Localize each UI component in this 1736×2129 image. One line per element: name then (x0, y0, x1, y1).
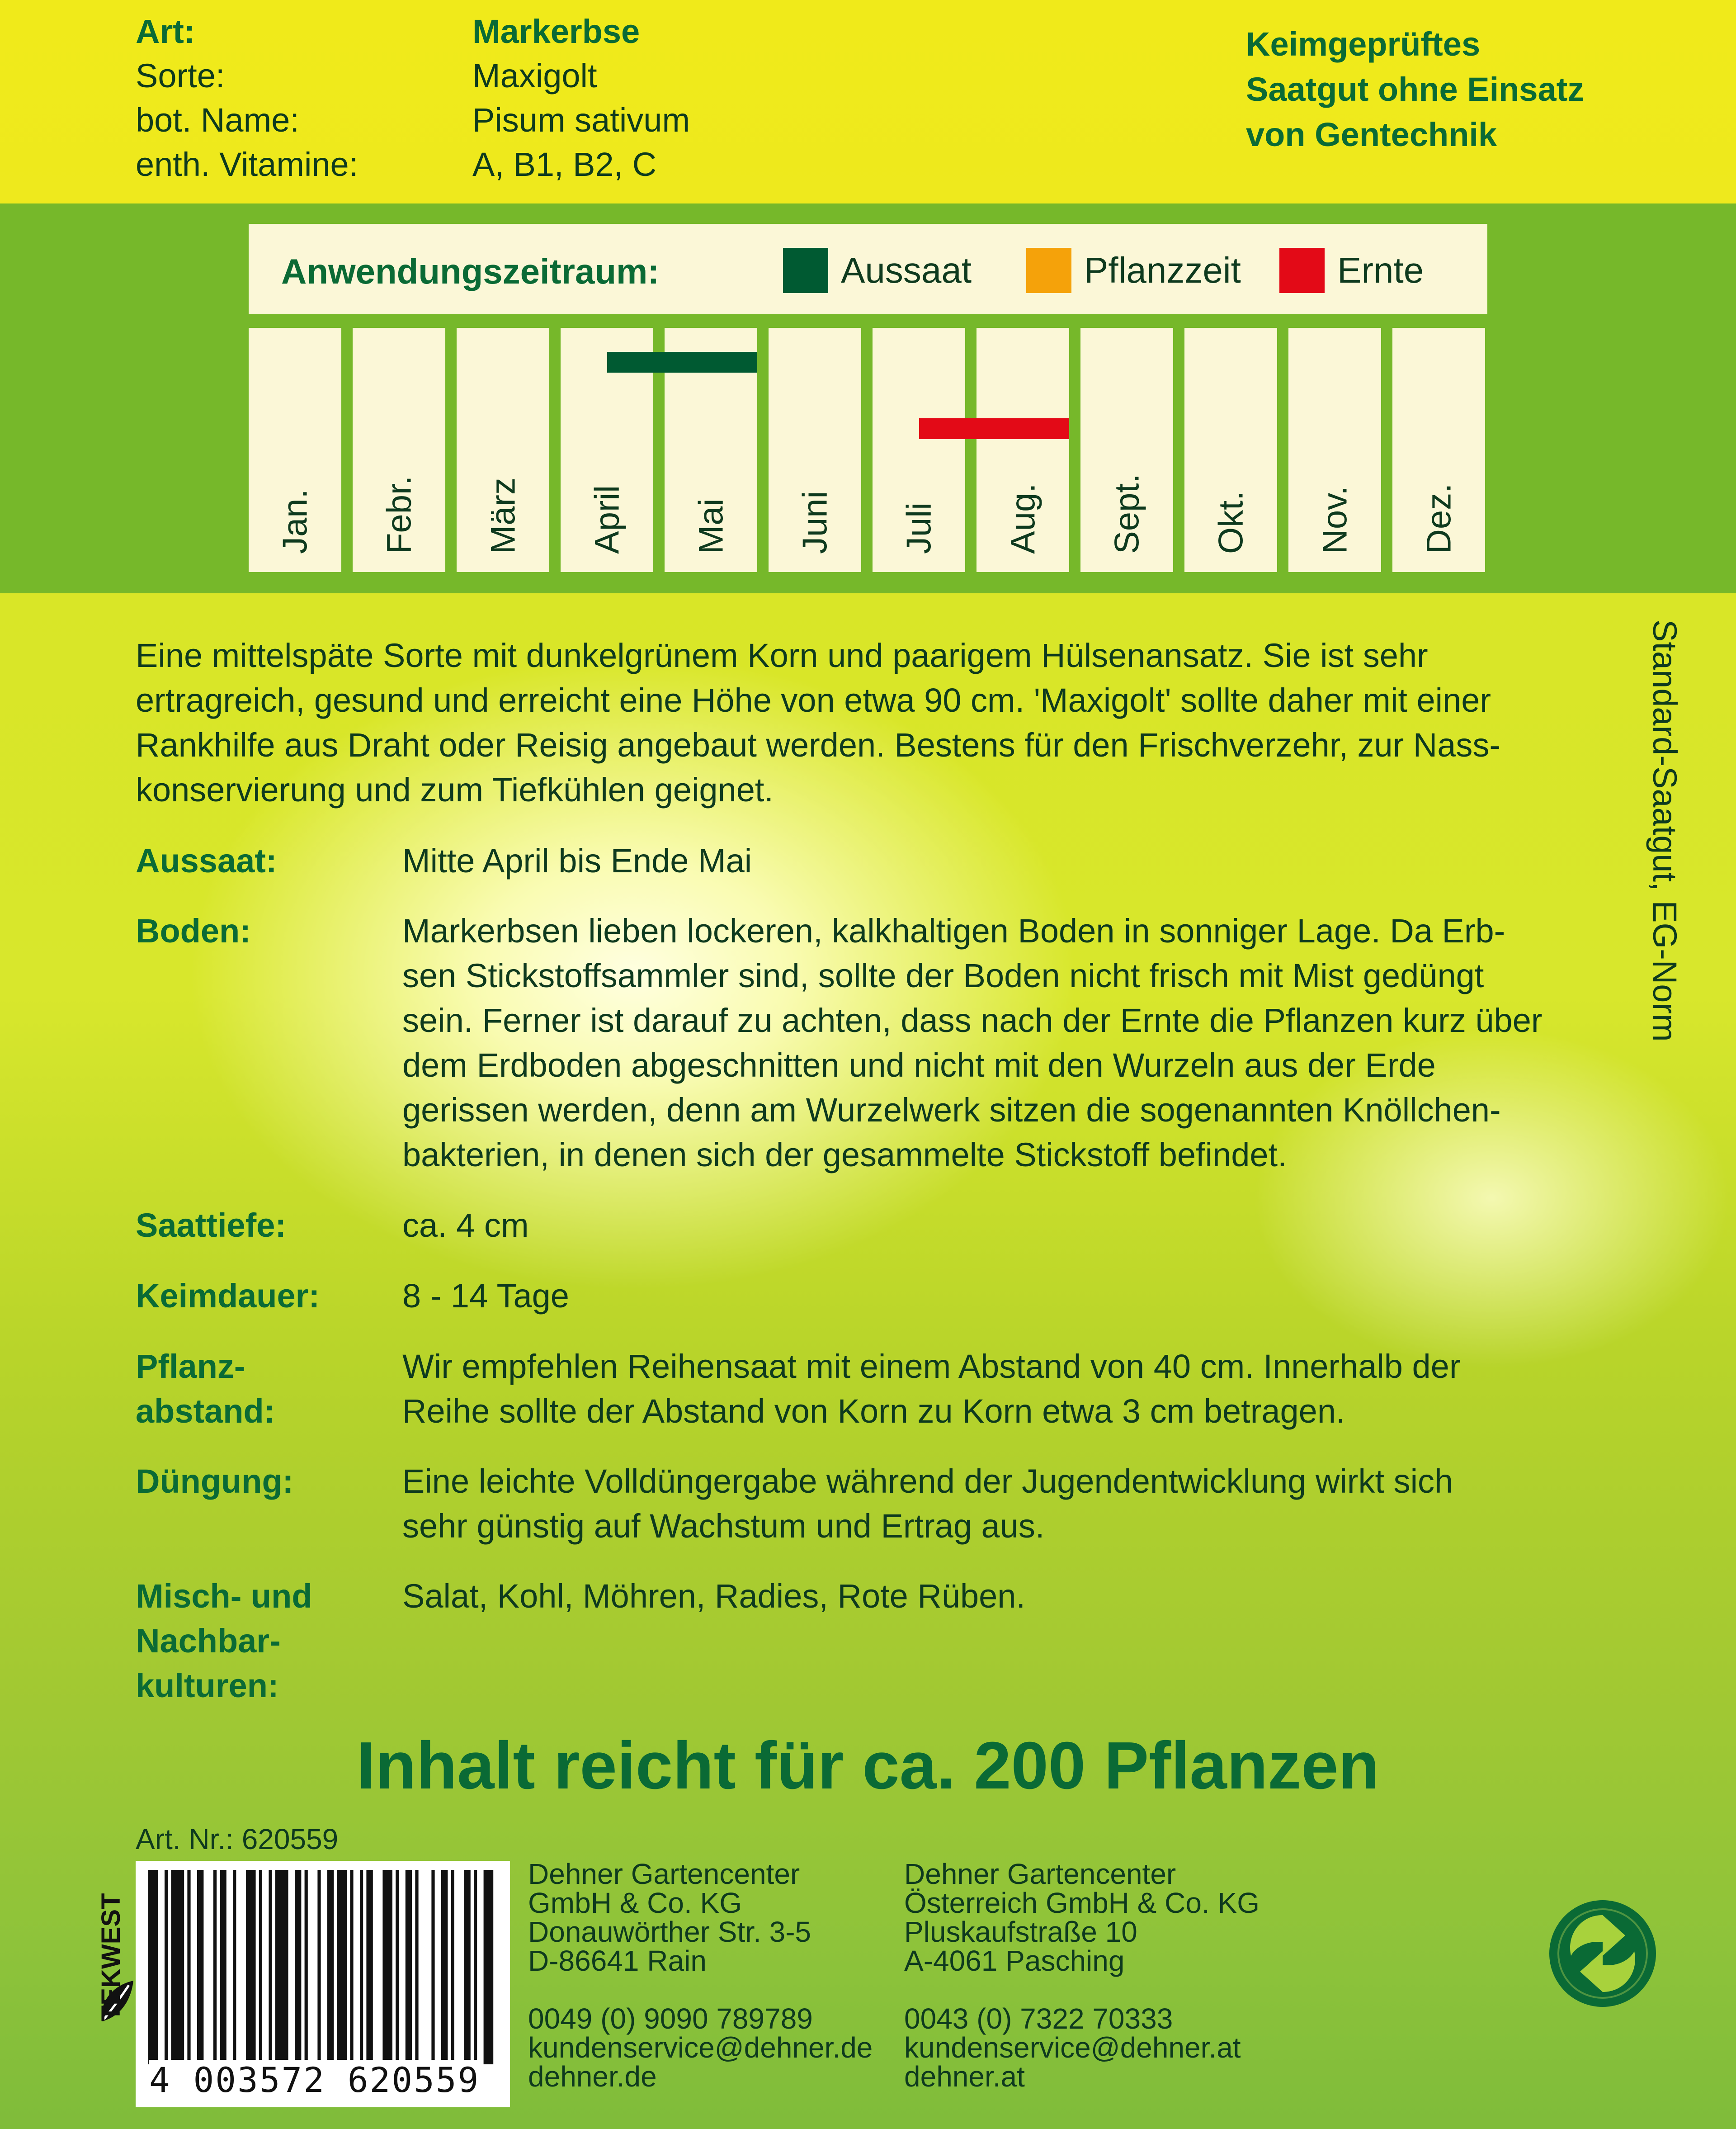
address-germany: Dehner Gartencenter GmbH & Co. KG Donauwörther Str. 3-5 D-86641 Rain 0049 (0) 9090 789789 kundenservice@dehner.de dehner.de (528, 1858, 873, 2093)
month-column (1288, 328, 1381, 572)
period-bar-aussaat (607, 352, 758, 373)
barcode-bar (484, 1870, 494, 2064)
detail-label-boden: Boden: (136, 912, 251, 950)
legend-item-aussaat (783, 249, 972, 292)
barcode (136, 1861, 510, 2107)
month-label: Jan. (276, 489, 314, 554)
detail-label-pflanzabstand: Pflanz- abstand: (136, 1348, 275, 1430)
barcode-bar (415, 1870, 418, 2064)
detail-label-duengung: Düngung: (136, 1462, 294, 1500)
month-column (1080, 328, 1173, 572)
detail-text-duengung: Eine leichte Volldüngergabe während der Jugendentwicklung wirkt sich sehr günstig auf Wachstum und Ertrag aus. (402, 1462, 1453, 1545)
info-label-sorte: Sorte: (136, 57, 225, 95)
certification-line: Saatgut ohne Einsatz (1246, 71, 1585, 108)
printer-logo: TEKWEST (96, 1893, 126, 2021)
certification-line: Keimgeprüftes (1246, 25, 1481, 63)
month-label: Juli (900, 502, 938, 554)
month-column (769, 328, 861, 572)
month-column (457, 328, 549, 572)
certification-line: von Gentechnik (1246, 116, 1497, 153)
barcode-bar (406, 1870, 412, 2064)
detail-label-keimdauer: Keimdauer: (136, 1277, 320, 1315)
barcode-bar (337, 1870, 347, 2064)
barcode-digits: 4 003572 620559 (149, 2060, 480, 2100)
detail-text-saattiefe: ca. 4 cm (402, 1206, 529, 1244)
variety-description (136, 633, 1582, 812)
barcode-bar (382, 1870, 392, 2064)
product-header (0, 0, 1736, 203)
barcode-bar (366, 1870, 373, 2064)
certification-note (1246, 22, 1653, 157)
month-label: April (588, 485, 626, 554)
barcode-bar (148, 1870, 158, 2064)
detail-text-aussaat: Mitte April bis Ende Mai (402, 842, 752, 880)
month-label: Dez. (1420, 483, 1458, 554)
barcode-bar (317, 1870, 321, 2064)
detail-text-keimdauer: 8 - 14 Tage (402, 1277, 569, 1315)
month-column (976, 328, 1069, 572)
content-headline: Inhalt reicht für ca. 200 Pflanzen (357, 1728, 1379, 1803)
article-number: Art. Nr.: 620559 (136, 1823, 339, 1855)
barcode-bar (350, 1870, 353, 2064)
info-value-art: Markerbse (472, 13, 640, 50)
month-label: Mai (692, 498, 730, 554)
barcode-bar (396, 1870, 399, 2064)
barcode-bar (246, 1870, 256, 2064)
barcode-bar (197, 1870, 203, 2064)
month-column (353, 328, 445, 572)
month-column (873, 328, 965, 572)
barcode-bar (275, 1870, 288, 2064)
legend-label: Aussaat (841, 250, 972, 290)
detail-text-boden: Markerbsen lieben lockeren, kalkhaltigen Boden in sonniger Lage. Da Erb- sen Stickstoffsammler sind, sollte der Boden nicht frisch mit Mist gedüngt sein. Ferner ist darauf zu achten, dass nach der Ernte die Pflanzen kurz über dem Erdboden abgeschnitten und nicht mit den Wurzeln aus der Erde gerissen werden, denn am Wurzelwerk sitzen die sogenannten Knöllchen- bakterien, in denen sich der gesammelte Stickstoff befindet. (402, 912, 1543, 1173)
detail-label-mischkulturen: Misch- und Nachbar- kulturen: (136, 1577, 312, 1704)
green-dot-icon (1546, 1897, 1659, 2010)
description-line: ertragreich, gesund und erreicht eine Höhe von etwa 90 cm. 'Maxigolt' sollte daher mit einer (136, 681, 1491, 719)
detail-text-pflanzabstand: Wir empfehlen Reihensaat mit einem Abstand von 40 cm. Innerhalb der Reihe sollte der Abstand von Korn zu Korn etwa 3 cm betragen. (402, 1348, 1461, 1430)
barcode-bar (431, 1870, 434, 2064)
legend-swatch-pflanzzeit (1026, 248, 1071, 293)
month-column (1392, 328, 1485, 572)
month-label: Nov. (1316, 486, 1354, 554)
barcode-bar (451, 1870, 454, 2064)
legend-label: Ernte (1337, 250, 1424, 290)
calendar-legend (249, 224, 1487, 314)
address-austria: Dehner Gartencenter Österreich GmbH & Co. KG Pluskaufstraße 10 A-4061 Pasching 0043 (0) 7322 70333 kundenservice@dehner.at dehner.at (904, 1858, 1260, 2093)
barcode-bar (171, 1870, 184, 2064)
info-value-sorte: Maxigolt (472, 57, 597, 95)
info-label-vitamine: enth. Vitamine: (136, 146, 359, 183)
month-label: Okt. (1212, 491, 1250, 554)
legend-item-ernte (1279, 249, 1424, 292)
description-line: Eine mittelspäte Sorte mit dunkelgrünem Korn und paarigem Hülsenansatz. Sie ist sehr (136, 637, 1428, 674)
month-column (249, 328, 341, 572)
month-label: Sept. (1108, 473, 1146, 554)
month-label: Aug. (1004, 483, 1042, 554)
barcode-bar (295, 1870, 301, 2064)
barcode-bar (327, 1870, 334, 2064)
detail-label-aussaat: Aussaat: (136, 842, 277, 880)
month-label: Febr. (380, 475, 418, 554)
seed-standard-note: Standard-Saatgut, EG-Norm (1646, 620, 1684, 1042)
barcode-bar (269, 1870, 272, 2064)
info-label-art: Art: (136, 13, 195, 50)
description-line: konservierung und zum Tiefkühlen geignet. (136, 771, 774, 809)
info-value-vitamine: A, B1, B2, C (472, 146, 657, 183)
detail-label-saattiefe: Saattiefe: (136, 1206, 287, 1244)
legend-item-pflanzzeit (1026, 249, 1241, 292)
calendar-title: Anwendungszeitraum: (281, 251, 660, 291)
barcode-bar (187, 1870, 190, 2064)
period-bar-ernte (919, 418, 1070, 439)
barcode-bar (360, 1870, 363, 2064)
month-column (1184, 328, 1277, 572)
info-label-bot-name: bot. Name: (136, 101, 299, 139)
barcode-bar (165, 1870, 168, 2064)
barcode-bar (305, 1870, 308, 2064)
barcode-bar (233, 1870, 236, 2064)
barcode-bar (259, 1870, 262, 2064)
legend-swatch-aussaat (783, 248, 828, 293)
legend-swatch-ernte (1279, 248, 1325, 293)
legend-label: Pflanzzeit (1084, 250, 1241, 290)
month-label: März (484, 478, 522, 554)
barcode-bars (145, 1870, 501, 2069)
barcode-bar (441, 1870, 448, 2064)
month-label: Juni (796, 491, 834, 554)
barcode-bar (474, 1870, 477, 2064)
info-value-bot-name: Pisum sativum (472, 101, 690, 139)
barcode-bar (220, 1870, 226, 2064)
barcode-bar (213, 1870, 217, 2064)
description-line: Rankhilfe aus Draht oder Reisig angebaut werden. Bestens für den Frischverzehr, zur Nass- (136, 726, 1501, 764)
detail-text-mischkulturen: Salat, Kohl, Möhren, Radies, Rote Rüben. (402, 1577, 1025, 1615)
barcode-bar (464, 1870, 470, 2064)
